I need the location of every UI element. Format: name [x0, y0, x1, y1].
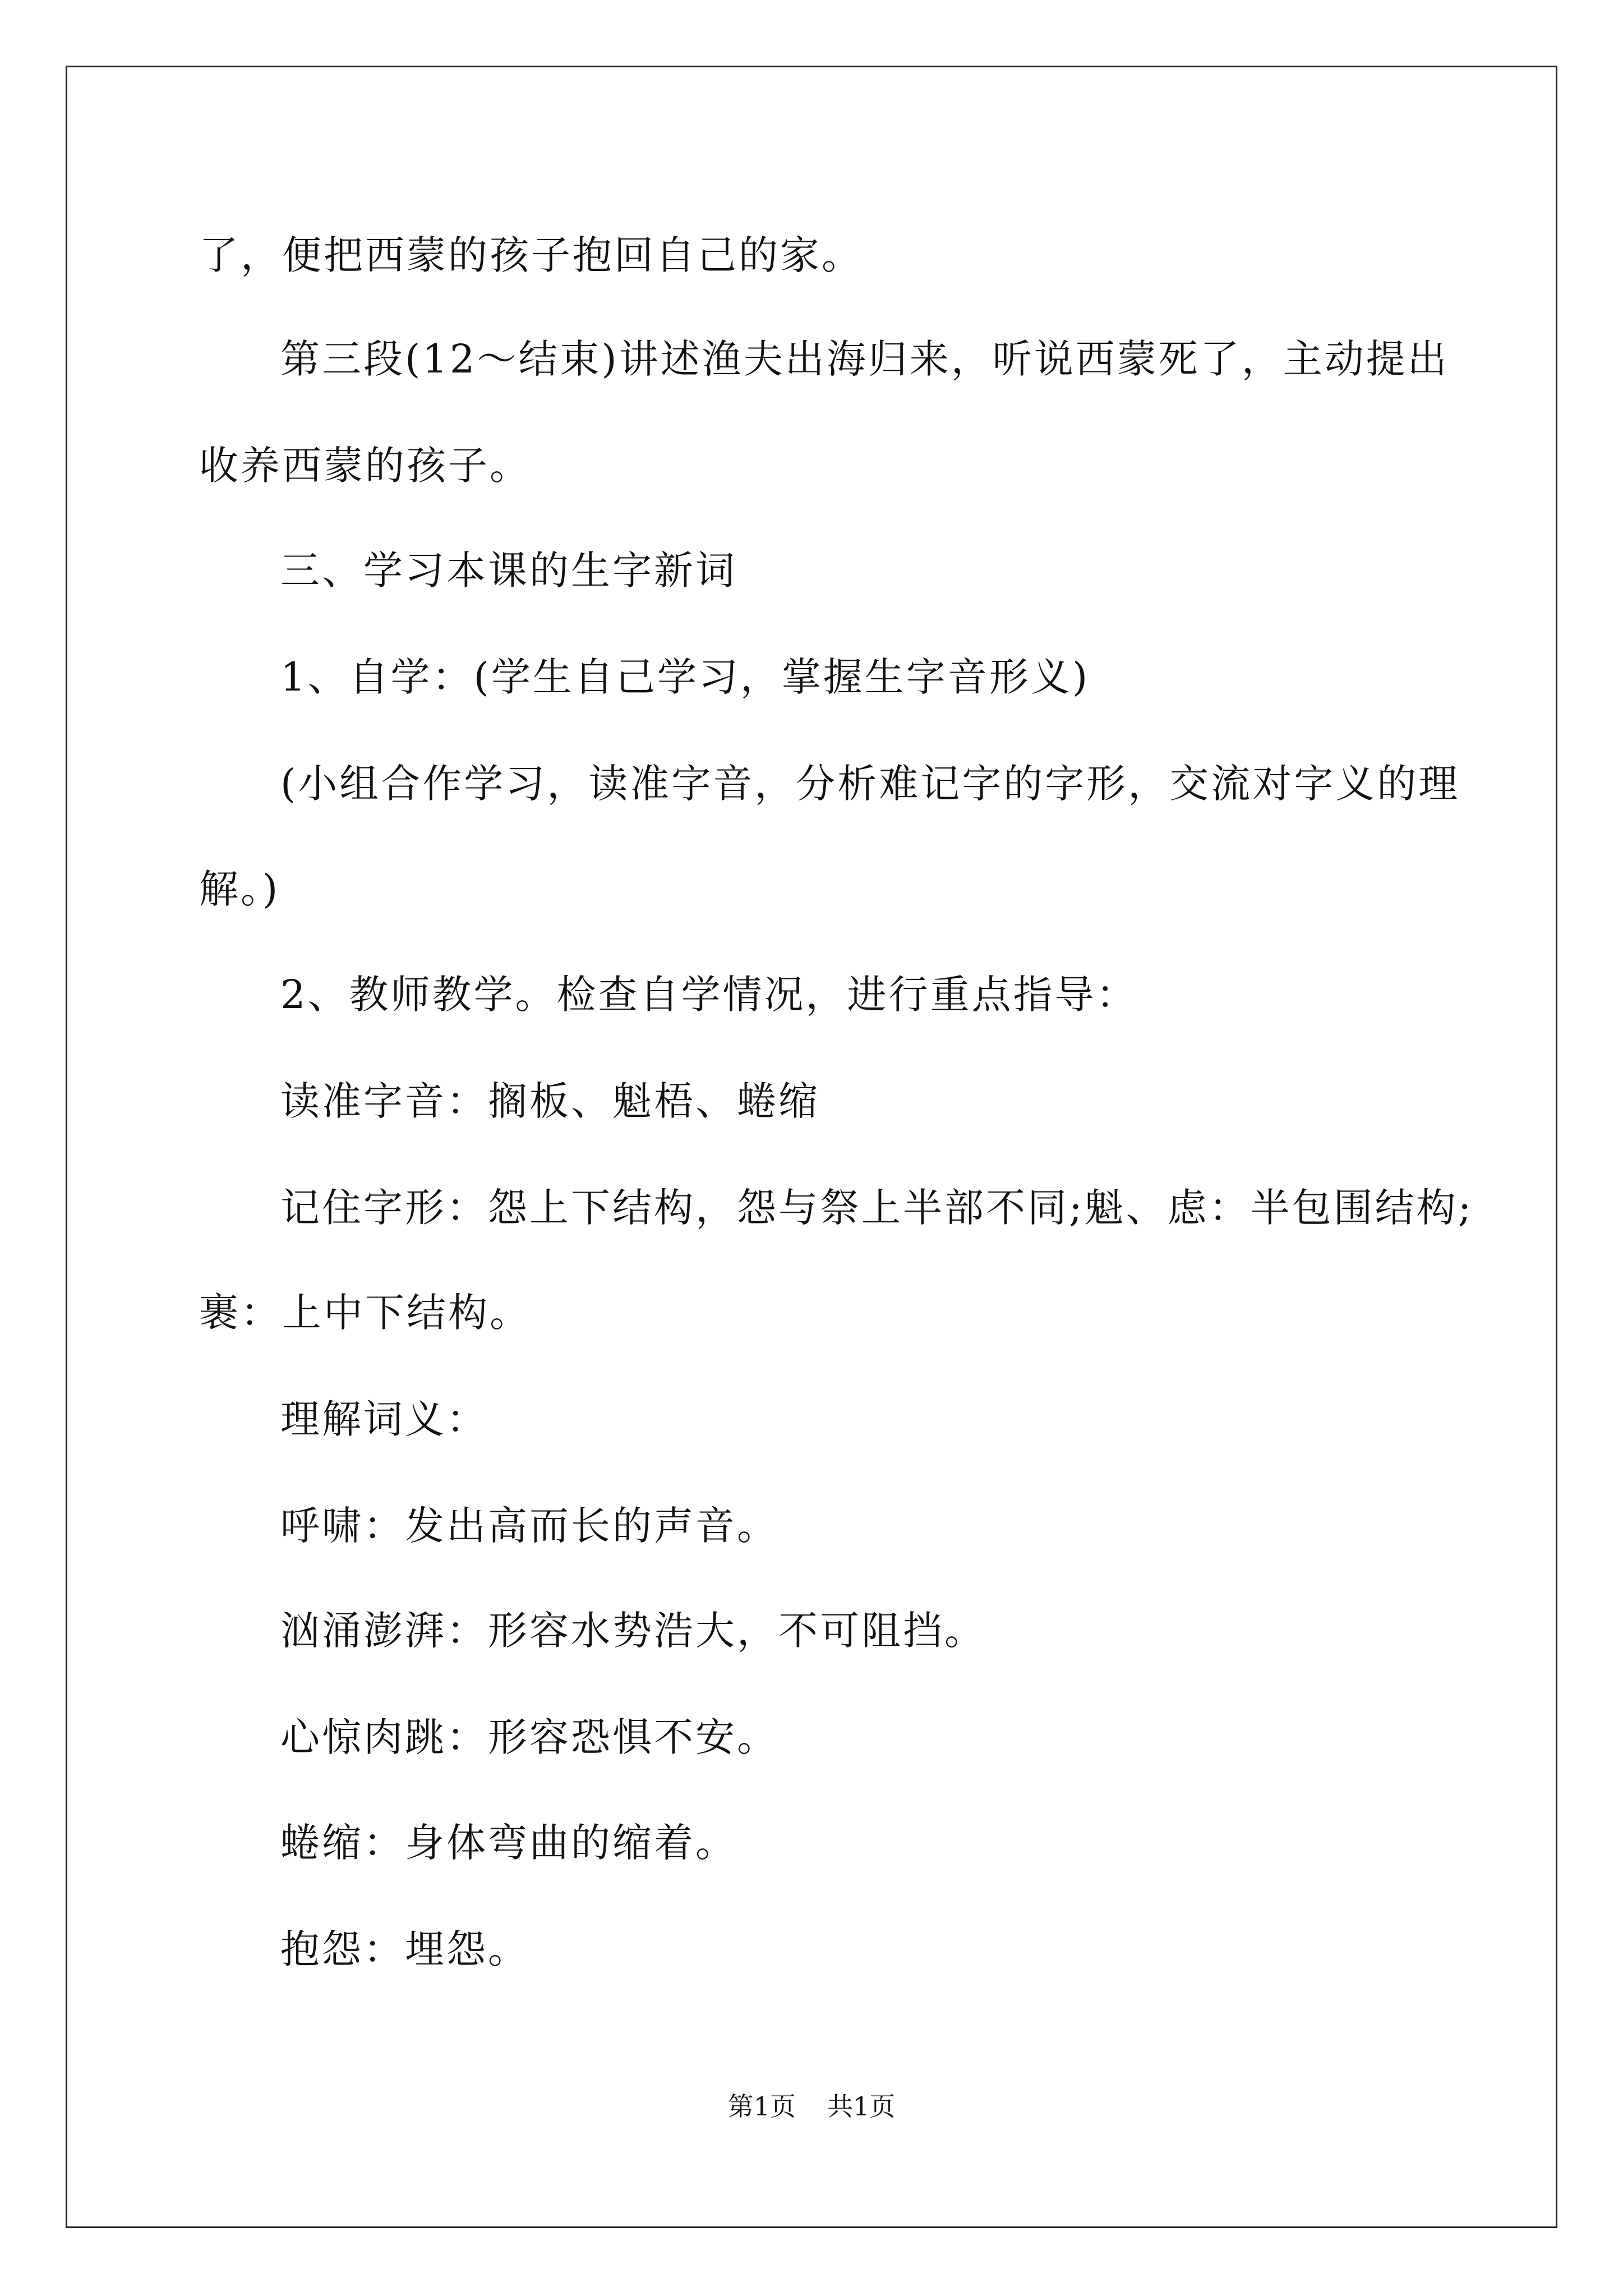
page-footer	[0, 2090, 1623, 2123]
text-line: 了，便把西蒙的孩子抱回自己的家。	[199, 232, 863, 278]
text-line: 收养西蒙的孩子。	[199, 443, 531, 489]
text-line: 1、自学：(学生自己学习，掌握生字音形义)	[280, 654, 1090, 700]
text-line: 理解词义：	[280, 1396, 488, 1442]
page-border	[66, 66, 1557, 2228]
text-line: 心惊肉跳：形容恐惧不安。	[280, 1714, 778, 1760]
text-line: 解。)	[199, 866, 280, 912]
page-total: 共1页	[827, 2091, 896, 2122]
text-line: 记住字形：怨上下结构，怨与祭上半部不同;魁、虑：半包围结构;	[280, 1185, 1474, 1231]
text-line: 2、教师教学。检查自学情况，进行重点指导：	[280, 972, 1138, 1018]
page-number: 第1页	[727, 2091, 796, 2122]
text-line: 第三段(12～结束)讲述渔夫出海归来，听说西蒙死了，主动提出	[280, 336, 1449, 382]
text-line: 读准字音：搁板、魁梧、蜷缩	[280, 1078, 820, 1124]
text-line: 蜷缩：身体弯曲的缩着。	[280, 1820, 737, 1866]
text-line: 裹：上中下结构。	[199, 1290, 531, 1336]
text-line: 呼啸：发出高而长的声音。	[280, 1503, 778, 1549]
text-line: 汹涌澎湃：形容水势浩大，不可阻挡。	[280, 1608, 986, 1654]
section-heading: 三、学习本课的生字新词	[280, 547, 737, 593]
text-line: 抱怨：埋怨。	[280, 1926, 529, 1972]
text-line: (小组合作学习，读准字音，分析难记字的字形，交流对字义的理	[280, 761, 1460, 807]
